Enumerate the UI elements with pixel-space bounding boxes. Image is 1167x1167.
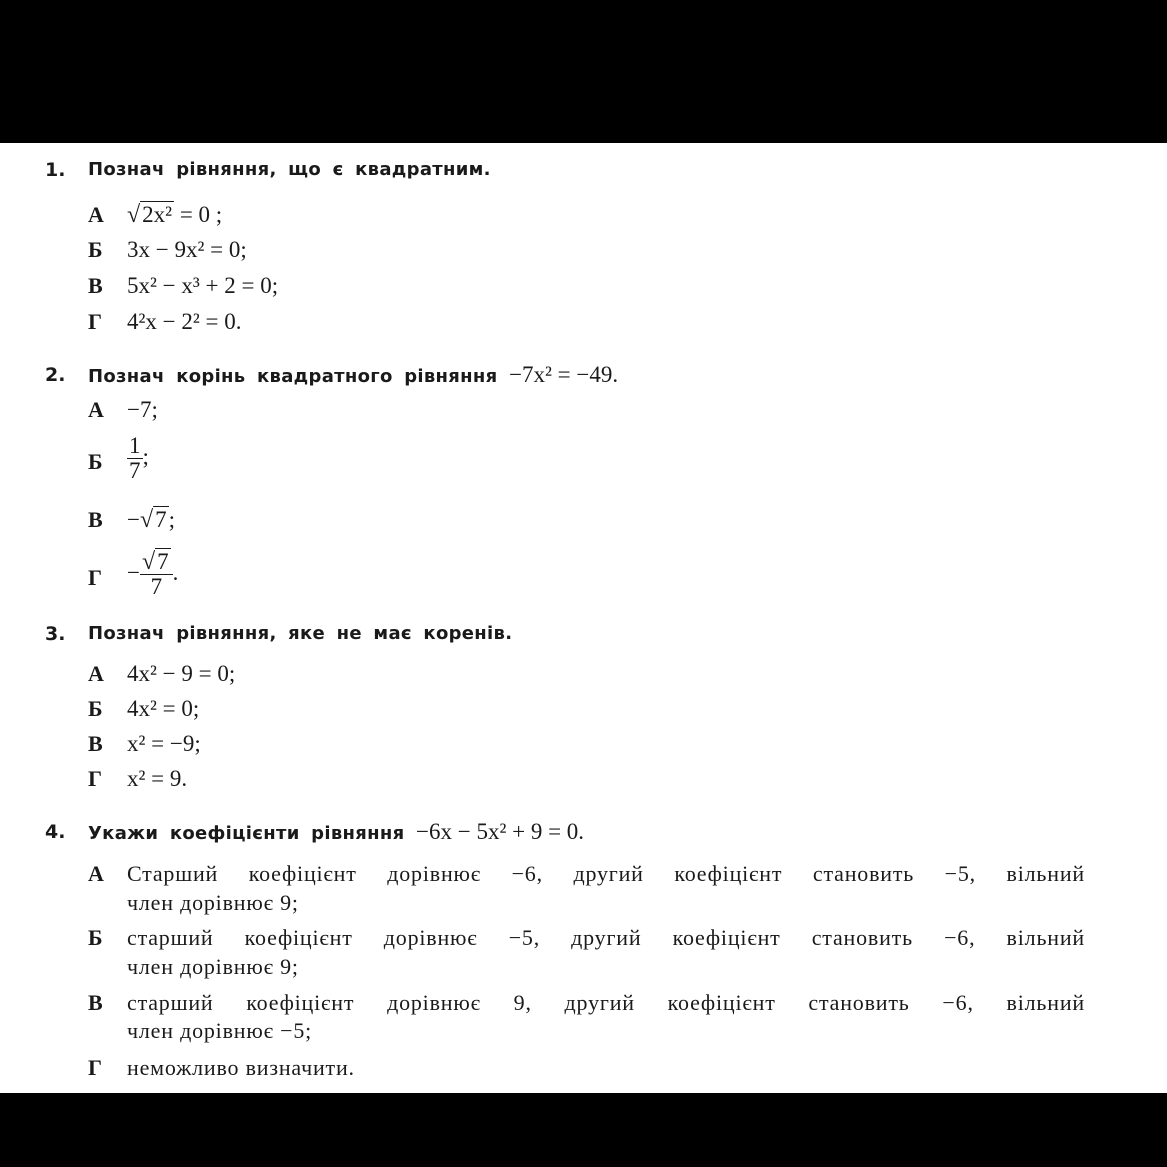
option-line: старший коефіцієнт дорівнює 9, другий коефіцієнт становить −6, вільний xyxy=(127,990,1085,1015)
question-number: 1. xyxy=(45,159,66,181)
question-text xyxy=(88,820,584,844)
option-content xyxy=(127,508,175,532)
option-letter: В xyxy=(88,990,103,1015)
option-content: −7; xyxy=(127,397,158,422)
sqrt-icon: √ xyxy=(127,202,141,228)
suffix: ; xyxy=(168,507,176,532)
option-letter: А xyxy=(88,861,104,886)
option-letter: В xyxy=(88,273,103,298)
suffix: . xyxy=(172,560,179,585)
option-content: 3x − 9x² = 0; xyxy=(127,237,247,262)
question-number: 4. xyxy=(45,821,66,843)
sqrt-icon: √ xyxy=(139,507,154,533)
option-letter: А xyxy=(88,202,104,227)
denominator: 7 xyxy=(129,458,141,484)
option-content: x² = −9; xyxy=(127,731,201,756)
option-letter: А xyxy=(88,397,104,422)
option-rest: = 0 ; xyxy=(174,202,223,227)
option-letter: В xyxy=(88,507,103,532)
question-text-label: Познач корінь квадратного рівняння xyxy=(88,366,498,387)
option-a-content xyxy=(127,203,222,227)
option-fraction xyxy=(127,543,178,603)
question-formula: −6x − 5x² + 9 = 0. xyxy=(416,819,585,844)
numerator: 1 xyxy=(129,433,141,459)
option-line: неможливо визначити. xyxy=(127,1055,355,1080)
option-line: член дорівнює 9; xyxy=(127,890,299,915)
question-text: Познач рівняння, що є квадратним. xyxy=(88,159,491,180)
option-letter: А xyxy=(88,661,104,686)
radicand: 7 xyxy=(155,507,167,532)
question-number: 3. xyxy=(45,623,66,645)
option-letter: Г xyxy=(88,565,102,590)
sqrt-icon: √ xyxy=(141,549,156,576)
option-letter: Г xyxy=(88,1055,102,1080)
option-fraction xyxy=(127,427,149,487)
option-content: x² = 9. xyxy=(127,766,188,791)
numerator: 7 xyxy=(157,549,169,575)
option-letter: Б xyxy=(88,237,103,262)
option-letter: Г xyxy=(88,309,102,334)
question-formula: −7x² = −49. xyxy=(509,362,619,387)
question-text-label: Укажи коефіцієнти рівняння xyxy=(88,823,405,844)
denominator: 7 xyxy=(150,574,163,600)
suffix: ; xyxy=(142,444,149,469)
option-content: 4x² = 0; xyxy=(127,696,200,721)
option-line: старший коефіцієнт дорівнює −5, другий коефіцієнт становить −6, вільний xyxy=(127,925,1085,950)
option-content: 4x² − 9 = 0; xyxy=(127,661,236,686)
option-content: 5x² − x³ + 2 = 0; xyxy=(127,273,279,298)
option-line: Старший коефіцієнт дорівнює −6, другий коефіцієнт становить −5, вільний xyxy=(127,861,1085,886)
question-text: Познач рівняння, яке не має коренів. xyxy=(88,623,513,644)
radicand: 2x² xyxy=(142,202,173,227)
option-letter: Б xyxy=(88,696,103,721)
question-text xyxy=(88,363,618,387)
prefix: − xyxy=(127,507,140,532)
worksheet-page xyxy=(0,143,1167,1093)
option-line: член дорівнює −5; xyxy=(127,1018,313,1043)
option-content: 4²x − 2² = 0. xyxy=(127,309,242,334)
option-letter: Б xyxy=(88,449,103,474)
question-number: 2. xyxy=(45,364,66,386)
option-letter: Г xyxy=(88,766,102,791)
prefix: − xyxy=(127,560,140,585)
option-line: член дорівнює 9; xyxy=(127,954,299,979)
option-letter: Б xyxy=(88,925,103,950)
option-letter: В xyxy=(88,731,103,756)
